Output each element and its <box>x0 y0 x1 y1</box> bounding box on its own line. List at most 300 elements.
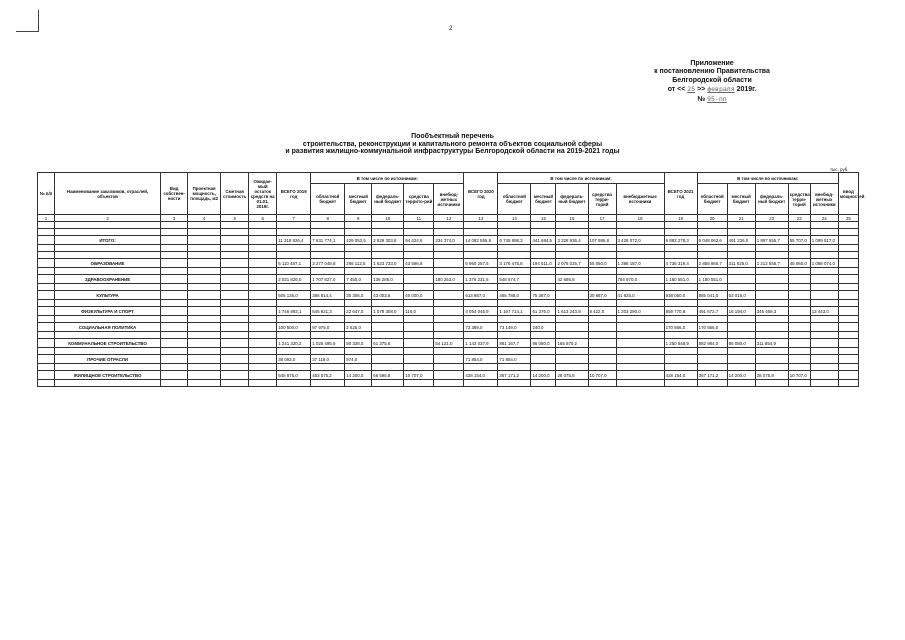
empty-cell <box>161 316 188 323</box>
value-cell: 428 154,0 <box>664 371 697 380</box>
value-cell: 73 149,0 <box>498 323 531 332</box>
value-cell: 2 929 303,8 <box>372 236 404 245</box>
empty-cell <box>188 323 221 332</box>
value-cell <box>556 355 588 364</box>
empty-cell <box>38 268 55 275</box>
empty-cell <box>498 245 531 252</box>
value-cell <box>404 355 434 364</box>
empty-cell <box>38 245 55 252</box>
value-cell: 55 707,0 <box>788 236 810 245</box>
column-index-cell: 9 <box>345 215 372 222</box>
empty-cell <box>697 316 727 323</box>
empty-cell <box>838 332 858 339</box>
value-cell: 1 613 243,8 <box>556 307 588 316</box>
date-prefix: от << <box>667 86 686 94</box>
empty-cell <box>616 268 664 275</box>
empty-cell <box>221 348 249 355</box>
value-cell: 1 376 231,5 <box>464 275 498 284</box>
title-line1: Пообъектный перечень <box>411 133 494 140</box>
value-cell <box>755 291 788 300</box>
empty-cell <box>588 284 616 291</box>
value-cell: 28 075,8 <box>755 371 788 380</box>
empty-cell <box>277 245 311 252</box>
empty-cell <box>161 371 188 380</box>
empty-cell <box>727 252 755 259</box>
empty-cell <box>38 284 55 291</box>
empty-cell <box>188 245 221 252</box>
empty-cell <box>838 252 858 259</box>
empty-cell <box>161 252 188 259</box>
empty-cell <box>372 245 404 252</box>
value-cell: 55 050,0 <box>588 259 616 268</box>
header-capacity: Проектная мощность, площадь, м2 <box>188 173 221 215</box>
empty-cell <box>55 252 161 259</box>
row-number-cell <box>38 339 55 348</box>
header-extrabudget-2020: внебюджетные источники <box>616 184 664 215</box>
table-row <box>38 291 859 300</box>
empty-cell <box>161 284 188 291</box>
empty-cell <box>498 252 531 259</box>
column-index-cell: 17 <box>588 215 616 222</box>
empty-cell <box>616 316 664 323</box>
value-cell: 71 854,0 <box>464 355 498 364</box>
header-total-2019: ВСЕГО 2019 год <box>277 173 311 215</box>
value-cell <box>727 275 755 284</box>
empty-cell <box>727 245 755 252</box>
empty-cell <box>249 259 277 268</box>
empty-cell <box>161 245 188 252</box>
value-cell: 234 374,0 <box>434 236 464 245</box>
empty-cell <box>404 268 434 275</box>
empty-cell <box>498 364 531 371</box>
date-day: 25 <box>687 85 696 94</box>
empty-cell <box>161 339 188 348</box>
header-regional-2019: областной бюджет <box>311 184 345 215</box>
value-cell <box>788 291 810 300</box>
value-cell: 75 387,0 <box>531 291 556 300</box>
value-cell <box>616 323 664 332</box>
column-index-cell: 5 <box>221 215 249 222</box>
value-cell <box>788 355 810 364</box>
empty-cell <box>664 380 697 387</box>
empty-cell <box>221 339 249 348</box>
empty-cell <box>810 316 838 323</box>
crop-mark-vertical <box>38 10 39 32</box>
empty-cell <box>464 284 498 291</box>
empty-cell <box>161 364 188 371</box>
empty-cell <box>221 371 249 380</box>
empty-cell <box>249 371 277 380</box>
empty-cell <box>434 252 464 259</box>
value-cell: 1 746 893,1 <box>277 307 311 316</box>
empty-cell <box>838 300 858 307</box>
table-row <box>38 275 859 284</box>
empty-cell <box>161 355 188 364</box>
value-cell: 1 203 290,0 <box>616 307 664 316</box>
value-cell <box>810 323 838 332</box>
empty-cell <box>345 284 372 291</box>
empty-row <box>38 316 859 323</box>
empty-cell <box>838 364 858 371</box>
empty-cell <box>55 245 161 252</box>
empty-cell <box>788 332 810 339</box>
empty-cell <box>404 252 434 259</box>
empty-cell <box>838 222 858 229</box>
empty-cell <box>38 364 55 371</box>
value-cell: 8 422,0 <box>588 307 616 316</box>
value-cell <box>556 323 588 332</box>
empty-cell <box>755 245 788 252</box>
value-cell: 86 080,0 <box>727 339 755 348</box>
empty-cell <box>838 229 858 236</box>
empty-cell <box>188 348 221 355</box>
empty-cell <box>664 268 697 275</box>
empty-cell <box>188 332 221 339</box>
value-cell <box>616 355 664 364</box>
date-mid: >> <box>697 86 706 94</box>
empty-cell <box>161 268 188 275</box>
empty-row <box>38 332 859 339</box>
value-cell: 14 200,0 <box>345 371 372 380</box>
value-cell <box>838 355 858 364</box>
empty-cell <box>810 300 838 307</box>
row-name-cell: ЖИЛИЩНОЕ СТРОИТЕЛЬСТВО <box>55 371 161 380</box>
value-cell: 41 925,0 <box>616 291 664 300</box>
value-cell <box>531 275 556 284</box>
value-cell: 22 647,0 <box>345 307 372 316</box>
row-name-cell: СОЦИАЛЬНАЯ ПОЛИТИКА <box>55 323 161 332</box>
value-cell: 30 887,0 <box>588 291 616 300</box>
value-cell: 453 575,2 <box>311 371 345 380</box>
header-n: № п/п <box>38 173 55 215</box>
value-cell <box>404 275 434 284</box>
empty-cell <box>311 316 345 323</box>
appendix-line1: Приложение <box>690 60 734 67</box>
value-cell <box>755 275 788 284</box>
empty-cell <box>277 222 311 229</box>
value-cell: 13 443,0 <box>810 307 838 316</box>
empty-row <box>38 348 859 355</box>
value-cell <box>434 259 464 268</box>
empty-cell <box>616 284 664 291</box>
value-cell: 4 054 045,9 <box>464 307 498 316</box>
empty-cell <box>810 332 838 339</box>
empty-cell <box>221 323 249 332</box>
empty-cell <box>498 229 531 236</box>
value-cell: 53 019,0 <box>727 291 755 300</box>
empty-cell <box>556 252 588 259</box>
column-index-cell: 10 <box>372 215 404 222</box>
value-cell: 28 075,8 <box>556 371 588 380</box>
empty-cell <box>345 300 372 307</box>
column-index-cell: 16 <box>556 215 588 222</box>
value-cell: 938 050,0 <box>664 291 697 300</box>
empty-cell <box>188 300 221 307</box>
empty-cell <box>664 222 697 229</box>
empty-cell <box>727 268 755 275</box>
empty-cell <box>531 222 556 229</box>
empty-cell <box>311 268 345 275</box>
empty-cell <box>616 300 664 307</box>
empty-cell <box>531 364 556 371</box>
header-sources-2019: В том числе по источникам: <box>311 173 464 184</box>
column-index-cell: 8 <box>311 215 345 222</box>
empty-cell <box>755 348 788 355</box>
value-cell <box>788 307 810 316</box>
column-index-cell: 12 <box>434 215 464 222</box>
empty-cell <box>531 229 556 236</box>
empty-cell <box>838 348 858 355</box>
empty-cell <box>277 252 311 259</box>
units-label: тыс. руб. <box>830 167 849 172</box>
empty-cell <box>311 222 345 229</box>
empty-cell <box>372 380 404 387</box>
empty-cell <box>221 332 249 339</box>
empty-cell <box>464 348 498 355</box>
empty-cell <box>464 300 498 307</box>
value-cell <box>588 339 616 348</box>
value-cell <box>434 323 464 332</box>
document-title <box>200 133 705 156</box>
value-cell: 545 875,0 <box>277 371 311 380</box>
empty-cell <box>810 380 838 387</box>
empty-row <box>38 284 859 291</box>
empty-cell <box>372 229 404 236</box>
header-total-2021: ВСЕГО 2021 год <box>664 173 697 215</box>
empty-cell <box>345 364 372 371</box>
value-cell: 1 167 714,1 <box>498 307 531 316</box>
empty-cell <box>188 339 221 348</box>
empty-cell <box>788 364 810 371</box>
value-cell: 882 984,0 <box>697 339 727 348</box>
value-cell <box>755 355 788 364</box>
empty-cell <box>188 275 221 284</box>
row-name-cell: КУЛЬТУРА <box>55 291 161 300</box>
value-cell: 465 788,0 <box>498 291 531 300</box>
date-month: февраля <box>707 85 735 94</box>
row-name-cell: ОБРАЗОВАНИЕ <box>55 259 161 268</box>
empty-cell <box>188 364 221 371</box>
empty-cell <box>249 275 277 284</box>
empty-cell <box>464 380 498 387</box>
value-cell <box>434 371 464 380</box>
value-cell <box>372 323 404 332</box>
value-cell: 645 921,3 <box>311 307 345 316</box>
row-name-cell: ИТОГО: <box>55 236 161 245</box>
empty-cell <box>161 323 188 332</box>
value-cell: 3 328 936,4 <box>556 236 588 245</box>
empty-cell <box>372 316 404 323</box>
empty-cell <box>345 245 372 252</box>
table-row <box>38 259 859 268</box>
header-federal-2020: федераль-ный бюджет <box>556 184 588 215</box>
empty-cell <box>616 229 664 236</box>
empty-cell <box>372 364 404 371</box>
empty-cell <box>498 284 531 291</box>
empty-cell <box>498 222 531 229</box>
empty-cell <box>464 245 498 252</box>
empty-cell <box>755 252 788 259</box>
empty-row <box>38 245 859 252</box>
empty-cell <box>372 348 404 355</box>
empty-cell <box>664 284 697 291</box>
empty-cell <box>188 355 221 364</box>
empty-cell <box>616 364 664 371</box>
empty-cell <box>556 268 588 275</box>
value-cell: 1 707 827,0 <box>311 275 345 284</box>
empty-cell <box>556 380 588 387</box>
empty-cell <box>277 268 311 275</box>
empty-cell <box>249 268 277 275</box>
value-cell: 2 858 866,7 <box>697 259 727 268</box>
empty-cell <box>161 229 188 236</box>
empty-cell <box>810 348 838 355</box>
value-cell: 505 136,0 <box>277 291 311 300</box>
empty-cell <box>556 284 588 291</box>
value-cell: 429 053,5 <box>345 236 372 245</box>
empty-cell <box>188 307 221 316</box>
empty-cell <box>277 316 311 323</box>
value-cell: 14 200,0 <box>727 371 755 380</box>
empty-cell <box>697 300 727 307</box>
empty-cell <box>556 229 588 236</box>
header-federal-2019: федераль-ный бюджет <box>372 184 404 215</box>
value-cell <box>404 323 434 332</box>
header-commission: ввод мощностей <box>838 173 858 215</box>
header-name: Наименование заказчиков, отраслей, объектов <box>55 173 161 215</box>
value-cell: 386 814,4 <box>311 291 345 300</box>
value-cell: 11 318 926,4 <box>277 236 311 245</box>
value-cell <box>727 355 755 364</box>
header-sources-2021: В том числе по источникам: <box>697 173 838 184</box>
empty-cell <box>372 252 404 259</box>
empty-row <box>38 380 859 387</box>
value-cell: 43 003,6 <box>372 291 404 300</box>
empty-cell <box>434 222 464 229</box>
empty-cell <box>404 245 434 252</box>
empty-cell <box>55 300 161 307</box>
empty-cell <box>38 252 55 259</box>
value-cell <box>810 339 838 348</box>
empty-cell <box>464 222 498 229</box>
empty-cell <box>498 300 531 307</box>
empty-cell <box>249 323 277 332</box>
value-cell <box>616 339 664 348</box>
empty-cell <box>697 348 727 355</box>
value-cell: 94 424,6 <box>404 236 434 245</box>
value-cell: 180 253,0 <box>434 275 464 284</box>
value-cell: 170 566,0 <box>697 323 727 332</box>
value-cell: 96 080,0 <box>531 339 556 348</box>
empty-cell <box>664 364 697 371</box>
empty-cell <box>221 222 249 229</box>
empty-cell <box>727 222 755 229</box>
empty-cell <box>38 222 55 229</box>
value-cell: 42 686,8 <box>556 275 588 284</box>
empty-cell <box>531 380 556 387</box>
header-remainder: Ожидае-мый остаток средств на 01.01. 2019г. <box>249 173 277 215</box>
value-cell: 367 171,2 <box>697 371 727 380</box>
value-cell <box>616 371 664 380</box>
empty-cell <box>697 380 727 387</box>
header-federal-2021: федераль-ный бюджет <box>755 184 788 215</box>
value-cell <box>727 323 755 332</box>
empty-cell <box>311 252 345 259</box>
row-number-cell <box>38 275 55 284</box>
empty-cell <box>249 332 277 339</box>
empty-cell <box>588 268 616 275</box>
empty-cell <box>345 252 372 259</box>
column-index-cell: 4 <box>188 215 221 222</box>
empty-cell <box>221 236 249 245</box>
title-line2: строительства, реконструкции и капитального ремонта объектов социальной сферы <box>302 140 603 148</box>
empty-cell <box>188 229 221 236</box>
empty-cell <box>55 316 161 323</box>
empty-cell <box>188 371 221 380</box>
value-cell: 491 236,0 <box>727 236 755 245</box>
empty-cell <box>249 380 277 387</box>
value-cell: 1 398 187,0 <box>616 259 664 268</box>
table-body <box>38 215 859 387</box>
empty-cell <box>221 245 249 252</box>
empty-cell <box>55 332 161 339</box>
empty-cell <box>345 229 372 236</box>
row-number-cell <box>38 236 55 245</box>
empty-cell <box>277 364 311 371</box>
value-cell: 367 171,2 <box>498 371 531 380</box>
value-cell <box>838 236 858 245</box>
empty-cell <box>788 348 810 355</box>
empty-row <box>38 252 859 259</box>
column-index-cell: 20 <box>697 215 727 222</box>
empty-cell <box>464 229 498 236</box>
value-cell: 38 093,0 <box>277 355 311 364</box>
column-index-cell: 18 <box>616 215 664 222</box>
empty-cell <box>838 284 858 291</box>
empty-cell <box>697 268 727 275</box>
empty-row <box>38 222 859 229</box>
empty-cell <box>697 245 727 252</box>
header-local-2019: местный бюджет <box>345 184 372 215</box>
empty-cell <box>249 229 277 236</box>
header-territory-2021: средства терри-торий <box>788 184 810 215</box>
empty-cell <box>616 348 664 355</box>
empty-cell <box>434 300 464 307</box>
value-cell: 548 574,7 <box>498 275 531 284</box>
empty-cell <box>755 284 788 291</box>
empty-cell <box>755 222 788 229</box>
empty-cell <box>277 300 311 307</box>
empty-cell <box>161 275 188 284</box>
column-index-cell: 3 <box>161 215 188 222</box>
value-cell: 14 082 556,9 <box>464 236 498 245</box>
column-index-cell: 22 <box>755 215 788 222</box>
objects-table <box>37 172 865 387</box>
empty-cell <box>810 245 838 252</box>
empty-cell <box>161 291 188 300</box>
empty-cell <box>161 307 188 316</box>
empty-cell <box>38 300 55 307</box>
header-sources-2020: В том числе по источникам: <box>498 173 664 184</box>
page-number: 2 <box>449 26 453 32</box>
empty-cell <box>810 268 838 275</box>
row-name-cell: ЗДРАВООХРАНЕНИЕ <box>55 275 161 284</box>
empty-cell <box>588 380 616 387</box>
value-cell <box>664 355 697 364</box>
value-cell: 311 825,0 <box>727 259 755 268</box>
row-number-cell <box>38 259 55 268</box>
number-value: 95-пп <box>707 94 727 103</box>
